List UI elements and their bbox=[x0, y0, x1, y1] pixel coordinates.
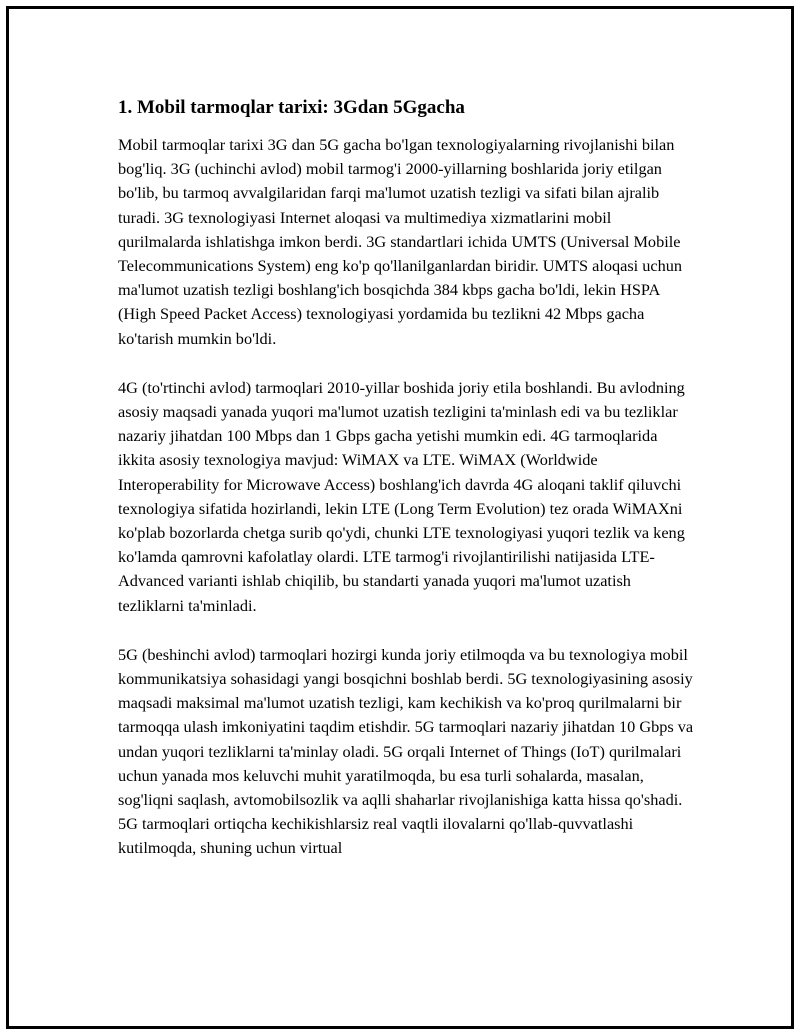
document-content bbox=[118, 95, 698, 886]
paragraph-5g: 5G (beshinchi avlod) tarmoqlari hozirgi kunda joriy etilmoqda va bu texnologiya mobil kommunikatsiya sohasidagi yangi bosqichni boshlab berdi. 5G texnologiyasining asosiy maqsadi maksimal ma'lumot uzatish tezligi, kam kechikish va ko'proq qurilmalarni bir tarmoqqa ulash imkoniyatini taqdim etishdir. 5G tarmoqlari nazariy jihatdan 10 Gbps va undan yuqori tezliklarni ta'minlay oladi. 5G orqali Internet of Things (IoT) qurilmalari uchun yanada mos keluvchi muhit yaratilmoqda, bu esa turli sohalarda, masalan, sog'liqni saqlash, avtomobilsozlik va aqlli shaharlar rivojlanishiga katta hissa qo'shadi. 5G tarmoqlari ortiqcha kechikishlarsiz real vaqtli ilovalarni qo'llab-quvvatlashi kutilmoqda, shuning uchun virtual bbox=[118, 644, 694, 858]
paragraph-4g: 4G (to'rtinchi avlod) tarmoqlari 2010-yillar boshida joriy etila boshlandi. Bu avlodning asosiy maqsadi yanada yuqori ma'lumot uzatish tezligini ta'minlash edi va bu tezliklar nazariy jihatdan 100 Mbps dan 1 Gbps gacha yetishi mumkin edi. 4G tarmoqlarida ikkita asosiy texnologiya mavjud: WiMAX va LTE. WiMAX (Worldwide Interoperability for Microwave Access) boshlang'ich davrda 4G aloqani taklif qiluvchi texnologiya sifatida hozirlandi, lekin LTE (Long Term Evolution) tez orada WiMAXni ko'plab bozorlarda chetga surib qo'ydi, chunki LTE texnologiyasi yuqori tezlik va keng ko'lamda qamrovni kafolatlay olardi. LTE tarmog'i rivojlantirilishi natijasida LTE-Advanced varianti ishlab chiqilib, bu standarti yanada yuqori ma'lumot uzatish tezliklarni ta'minladi. bbox=[118, 377, 685, 615]
document-page bbox=[6, 6, 794, 1029]
section-title: 1. Mobil tarmoqlar tarixi: 3Gdan 5Ggacha bbox=[118, 97, 465, 118]
paragraph-3g: Mobil tarmoqlar tarixi 3G dan 5G gacha bo'lgan texnologiyalarning rivojlanishi bilan bog'liq. 3G (uchinchi avlod) mobil tarmog'i 2000-yillarning boshlarida joriy etilgan bo'lib, bu tarmoq avvalgilaridan farqi ma'lumot uzatish tezligi va sifati bilan ajralib turadi. 3G texnologiyasi Internet aloqasi va multimediya xizmatlarini mobil qurilmalarda ishlatishga imkon berdi. 3G standartlari ichida UMTS (Universal Mobile Telecommunications System) eng ko'p qo'llanilganlardan biridir. UMTS aloqasi uchun ma'lumot uzatish tezligi boshlang'ich bosqichda 384 kbps gacha bo'ldi, lekin HSPA (High Speed Packet Access) texnologiyasi yordamida bu tezlikni 42 Mbps gacha ko'tarish mumkin bo'ldi. bbox=[118, 135, 683, 348]
